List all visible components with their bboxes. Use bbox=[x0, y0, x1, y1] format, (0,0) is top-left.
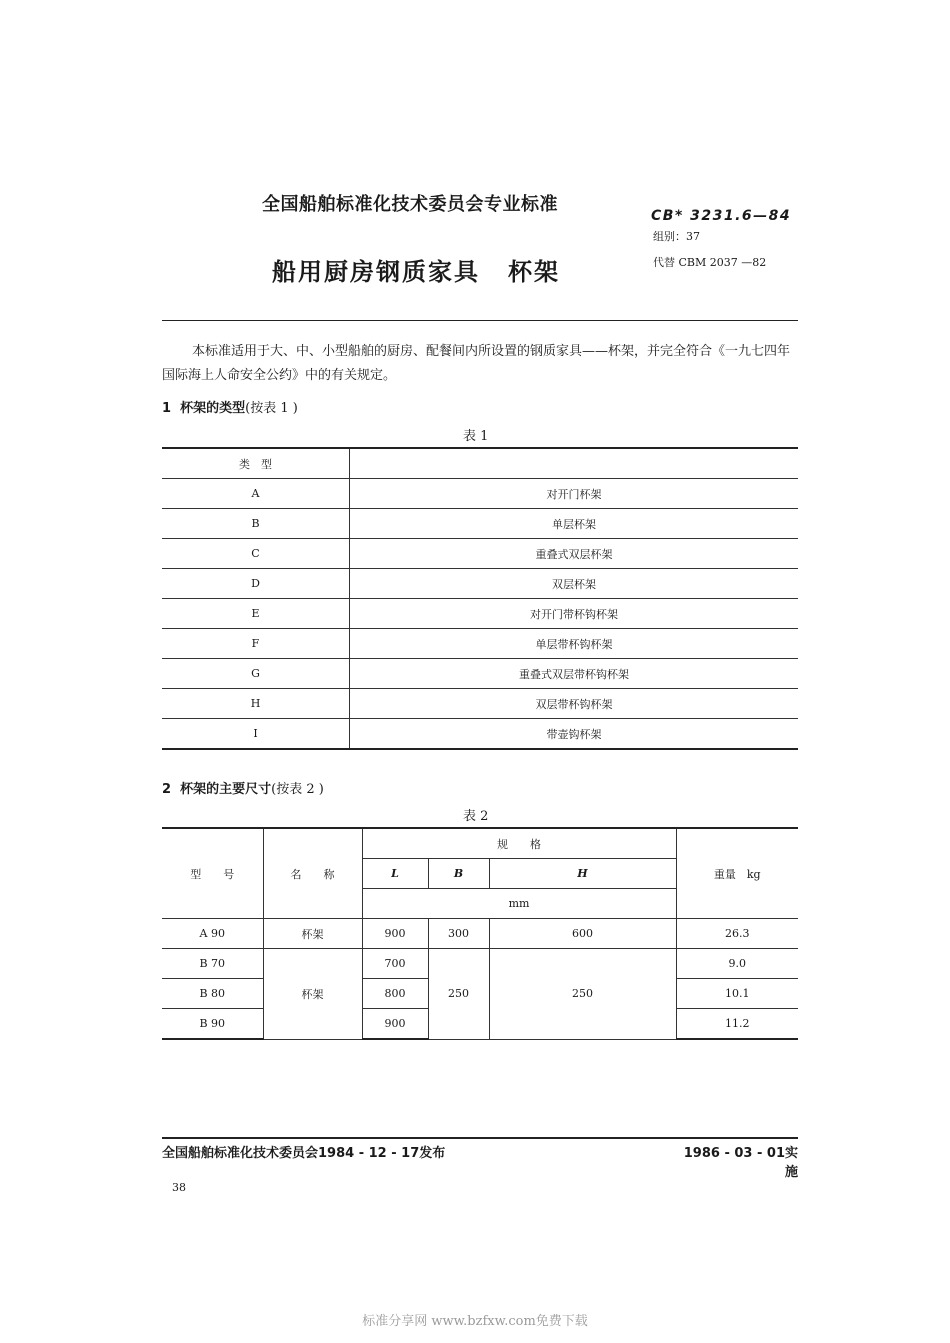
implement-date: 1986 - 03 - 01实施 bbox=[683, 1146, 798, 1180]
section-2-title: 杯架的主要尺寸 bbox=[180, 782, 272, 797]
description-cell: 重叠式双层杯架 bbox=[350, 539, 799, 569]
type-cell: G bbox=[162, 659, 350, 689]
table-row bbox=[162, 539, 798, 569]
title-sub: 杯架 bbox=[508, 258, 560, 286]
table-2 bbox=[162, 827, 798, 1040]
table-row bbox=[162, 949, 798, 979]
table-row bbox=[162, 509, 798, 539]
weight-cell: 9.0 bbox=[676, 949, 798, 979]
organization-header: 全国船舶标准化技术委员会专业标准 bbox=[262, 194, 558, 215]
l-cell: 900 bbox=[362, 1009, 428, 1040]
group-label: 组别：37 bbox=[653, 230, 700, 243]
table-row bbox=[162, 828, 798, 859]
b-cell: 250 bbox=[428, 949, 489, 1040]
l-cell: 800 bbox=[362, 979, 428, 1009]
table-1-caption: 表 1 bbox=[463, 429, 489, 444]
type-cell: C bbox=[162, 539, 350, 569]
intro-paragraph: 本标准适用于大、中、小型船舶的厨房、配餐间内所设置的钢质家具——杯架，并完全符合《一九七四年国际海上人命安全公约》中的有关规定。 bbox=[162, 344, 791, 383]
description-cell: 单层带杯钩杯架 bbox=[350, 629, 799, 659]
table-row bbox=[162, 629, 798, 659]
l-cell: 700 bbox=[362, 949, 428, 979]
h-header: H bbox=[489, 859, 676, 889]
model-cell: B 90 bbox=[162, 1009, 263, 1040]
section-1-ref: (按表 1 ) bbox=[245, 401, 298, 416]
l-cell: 900 bbox=[362, 919, 428, 949]
document-title bbox=[272, 252, 560, 287]
weight-cell: 10.1 bbox=[676, 979, 798, 1009]
description-cell: 单层杯架 bbox=[350, 509, 799, 539]
table-row bbox=[162, 719, 798, 750]
page-number: 38 bbox=[172, 1181, 186, 1194]
b-cell: 300 bbox=[428, 919, 489, 949]
table-row bbox=[162, 479, 798, 509]
h-cell: 600 bbox=[489, 919, 676, 949]
header-divider bbox=[162, 320, 798, 321]
description-cell: 带壶钩杯架 bbox=[350, 719, 799, 750]
section-1-title: 杯架的类型 bbox=[180, 401, 246, 416]
footer-divider bbox=[162, 1137, 798, 1139]
publish-date: 全国船舶标准化技术委员会1984 - 12 - 17发布 bbox=[162, 1146, 446, 1161]
type-cell: B bbox=[162, 509, 350, 539]
title-main: 船用厨房钢质家具 bbox=[272, 258, 480, 286]
description-cell: 对开门带杯钩杯架 bbox=[350, 599, 799, 629]
table-row bbox=[162, 659, 798, 689]
type-cell: E bbox=[162, 599, 350, 629]
type-cell: D bbox=[162, 569, 350, 599]
description-cell: 重叠式双层带杯钩杯架 bbox=[350, 659, 799, 689]
section-2-heading bbox=[162, 778, 324, 797]
section-2-ref: (按表 2 ) bbox=[271, 782, 324, 797]
type-cell: H bbox=[162, 689, 350, 719]
table-row bbox=[162, 689, 798, 719]
spec-header: 规 格 bbox=[362, 828, 676, 859]
l-header: L bbox=[362, 859, 428, 889]
table-header-cell bbox=[350, 448, 799, 479]
model-cell: A 90 bbox=[162, 919, 263, 949]
weight-cell: 26.3 bbox=[676, 919, 798, 949]
watermark: 标准分享网 www.bzfxw.com免费下载 bbox=[362, 1314, 588, 1329]
description-cell: 双层带杯钩杯架 bbox=[350, 689, 799, 719]
section-1-heading bbox=[162, 397, 298, 416]
unit-header: mm bbox=[362, 889, 676, 919]
type-cell: A bbox=[162, 479, 350, 509]
table-row bbox=[162, 599, 798, 629]
table-header-cell: 类 型 bbox=[162, 448, 350, 479]
description-cell: 双层杯架 bbox=[350, 569, 799, 599]
weight-header: 重量 kg bbox=[676, 828, 798, 919]
standard-number: CB* 3231.6—84 bbox=[651, 208, 792, 224]
name-cell: 杯架 bbox=[263, 919, 362, 949]
table-2-caption: 表 2 bbox=[463, 809, 489, 824]
model-cell: B 80 bbox=[162, 979, 263, 1009]
weight-cell: 11.2 bbox=[676, 1009, 798, 1040]
table-1 bbox=[162, 447, 798, 750]
name-cell: 杯架 bbox=[263, 949, 362, 1040]
name-header: 名 称 bbox=[263, 828, 362, 919]
type-cell: I bbox=[162, 719, 350, 750]
table-row bbox=[162, 448, 798, 479]
description-cell: 对开门杯架 bbox=[350, 479, 799, 509]
model-header: 型 号 bbox=[162, 828, 263, 919]
model-cell: B 70 bbox=[162, 949, 263, 979]
table-row bbox=[162, 569, 798, 599]
table-row bbox=[162, 919, 798, 949]
h-cell: 250 bbox=[489, 949, 676, 1040]
section-1-number: 1 bbox=[162, 401, 172, 416]
section-2-number: 2 bbox=[162, 782, 172, 797]
b-header: B bbox=[428, 859, 489, 889]
type-cell: F bbox=[162, 629, 350, 659]
replaces-label: 代替 CBM 2037 —82 bbox=[653, 256, 767, 269]
